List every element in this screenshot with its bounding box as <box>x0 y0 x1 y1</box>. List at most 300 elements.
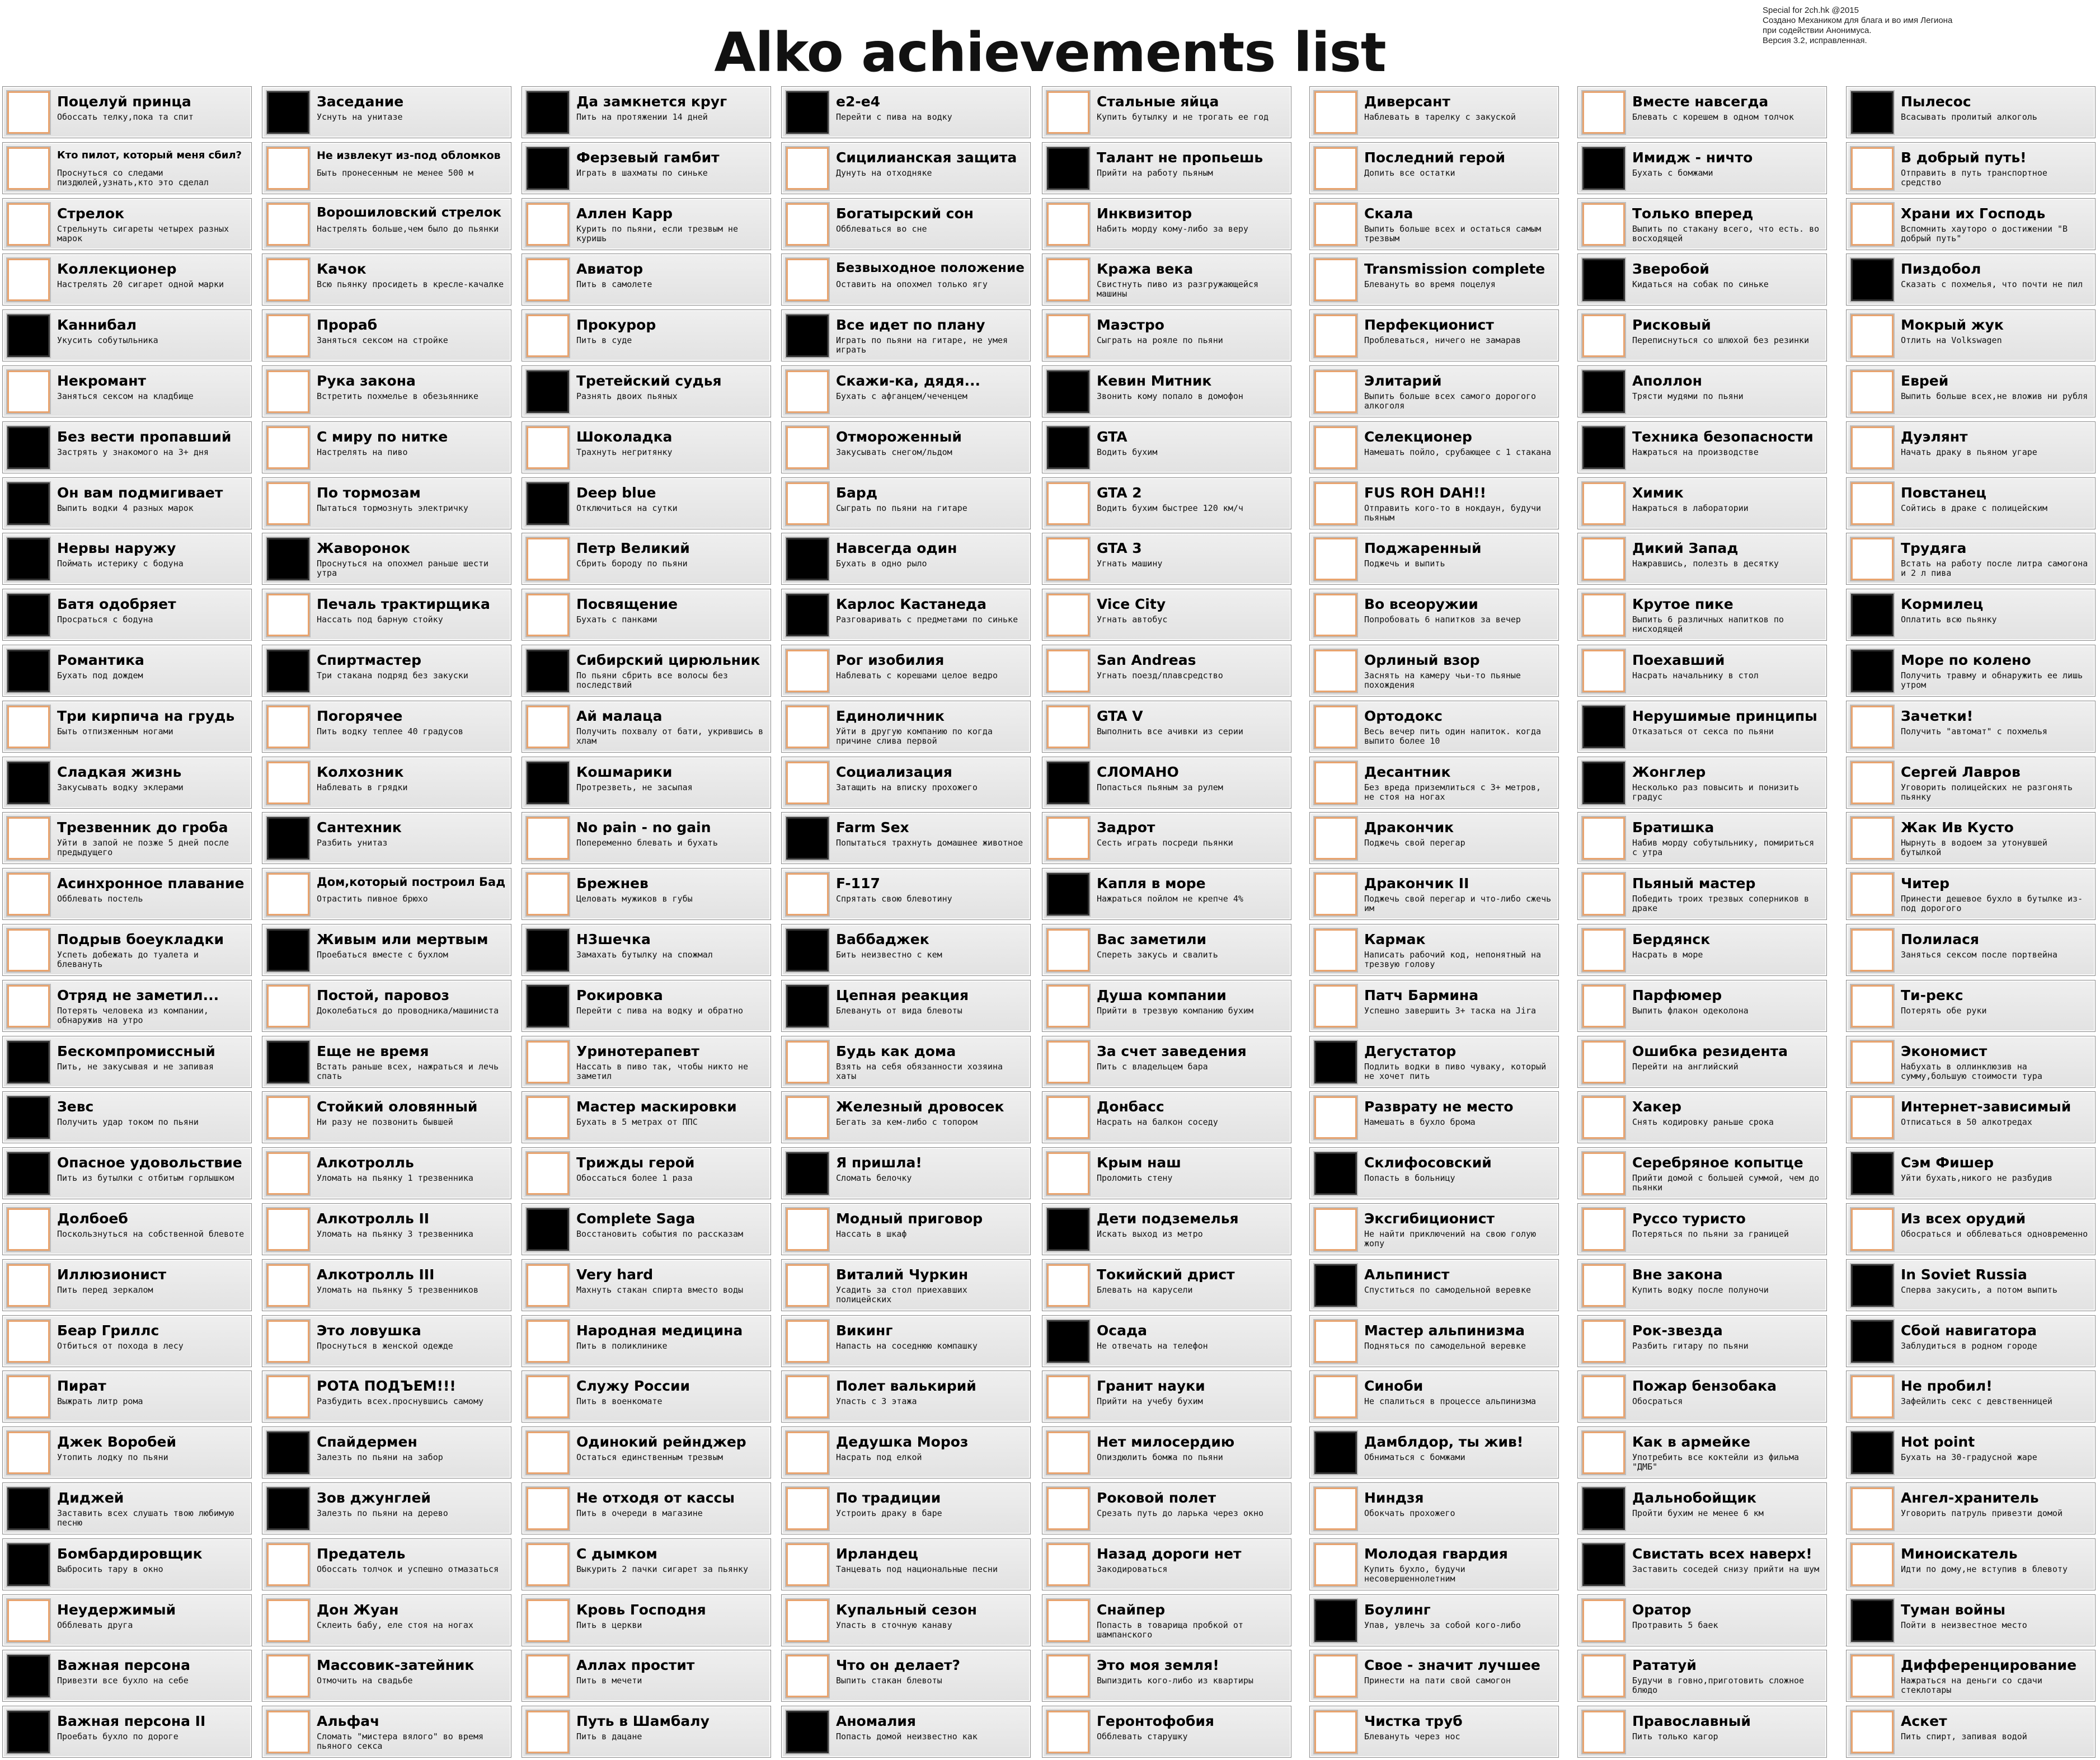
achievement-name: Дальнобойщик <box>1632 1490 1756 1506</box>
achievement-description: Бухать в одно рыло <box>836 558 927 569</box>
achievement-description: Оставить на опохмел только ягу <box>836 279 988 289</box>
achievement-card <box>262 757 511 809</box>
achievement-unlocked-icon <box>7 482 50 525</box>
achievement-name: Боулинг <box>1364 1602 1431 1618</box>
achievement-name: Постой, паровоз <box>317 987 450 1003</box>
achievement-card <box>1042 812 1291 864</box>
achievement-card <box>522 533 771 585</box>
achievement-description: Залезть по пьяни на дерево <box>317 1508 448 1518</box>
achievement-description: Закусывать снегом/льдом <box>836 447 952 457</box>
achievement-name: Заседание <box>317 93 404 110</box>
achievement-card <box>781 86 1031 138</box>
achievement-unlocked-icon <box>1047 370 1089 413</box>
achievement-locked-icon <box>1314 538 1357 580</box>
achievement-unlocked-icon <box>7 762 50 804</box>
achievement-card <box>781 477 1031 529</box>
achievement-locked-icon <box>527 706 569 748</box>
achievement-locked-icon <box>1047 1711 1089 1753</box>
achievement-card <box>1309 757 1559 809</box>
achievement-locked-icon <box>527 315 569 357</box>
achievement-locked-icon <box>527 1152 569 1195</box>
achievement-name: FUS ROH DAH!! <box>1364 485 1487 501</box>
achievement-name: Зов джунглей <box>317 1490 431 1506</box>
achievement-unlocked-icon <box>7 315 50 357</box>
achievement-locked-icon <box>7 1599 50 1642</box>
achievement-description: Выбросить тару в окно <box>57 1564 163 1574</box>
achievement-card <box>522 1315 771 1367</box>
achievement-description: Бегать за кем-либо с топором <box>836 1117 978 1127</box>
achievement-name: Стальные яйца <box>1097 93 1219 110</box>
achievement-name: Склифосовский <box>1364 1154 1492 1171</box>
achievement-name: Будь как дома <box>836 1043 956 1059</box>
achievement-description: Разговаривать с предметами по синьке <box>836 614 1018 625</box>
achievement-unlocked-icon <box>1851 91 1894 134</box>
achievement-card <box>1309 1594 1559 1646</box>
achievement-description: Нажраться пойлом не крепче 4% <box>1097 894 1243 904</box>
achievement-name: Ангел-хранитель <box>1901 1490 2039 1506</box>
achievement-description: Отбиться от похода в лесу <box>57 1341 184 1351</box>
achievement-locked-icon <box>1851 370 1894 413</box>
achievement-locked-icon <box>786 873 829 916</box>
achievement-description: Заставить всех слушать твою любимую песню <box>57 1508 234 1528</box>
achievement-unlocked-icon <box>7 650 50 692</box>
achievement-name: Рокировка <box>576 987 663 1003</box>
achievement-name: Прораб <box>317 317 378 333</box>
achievement-locked-icon <box>1047 594 1089 636</box>
achievement-description: Прийти домой с большей суммой, чем до пьянки <box>1632 1173 1820 1193</box>
achievement-card <box>1042 1315 1291 1367</box>
achievement-locked-icon <box>1314 594 1357 636</box>
achievement-card <box>522 1594 771 1646</box>
achievement-locked-icon <box>527 203 569 246</box>
achievement-name: Спиртмастер <box>317 652 421 668</box>
achievement-description: Заняться сексом на кладбище <box>57 391 194 401</box>
achievement-unlocked-icon <box>7 426 50 469</box>
achievement-name: e2-e4 <box>836 93 881 110</box>
achievement-card <box>262 309 511 362</box>
achievement-card <box>2 757 252 809</box>
achievement-name: Без вести пропавший <box>57 429 232 445</box>
achievement-description: Намешать пойло, срубающее с 1 стакана <box>1364 447 1552 457</box>
achievement-card <box>262 1036 511 1088</box>
achievement-card <box>1042 757 1291 809</box>
achievement-card <box>1577 1203 1827 1255</box>
achievement-card <box>1577 1371 1827 1423</box>
achievement-name: Вместе навсегда <box>1632 93 1769 110</box>
achievement-card <box>522 254 771 306</box>
achievement-name: Ай малаца <box>576 708 663 724</box>
achievement-locked-icon <box>1851 817 1894 860</box>
achievement-card <box>1309 1371 1559 1423</box>
achievement-card <box>262 86 511 138</box>
achievement-description: Напасть на соседнюю компашку <box>836 1341 978 1351</box>
achievement-description: Успеть добежать до туалета и блевануть <box>57 950 199 969</box>
achievement-description: Обоссать толчок и успешно отмазаться <box>317 1564 499 1574</box>
achievement-description: Выпить стакан блевоты <box>836 1675 942 1686</box>
achievement-description: Блевать на карусели <box>1097 1285 1193 1295</box>
achievement-card <box>1042 1482 1291 1534</box>
achievement-description: Попеременно блевать и бухать <box>576 838 718 848</box>
achievement-card <box>1042 142 1291 194</box>
achievement-card <box>1846 1426 2096 1479</box>
achievement-name: Нет милосердию <box>1097 1434 1235 1450</box>
achievement-locked-icon <box>786 1041 829 1083</box>
achievement-name: Важная персона <box>57 1657 190 1673</box>
achievement-unlocked-icon <box>1582 1543 1625 1586</box>
achievement-locked-icon <box>1047 1376 1089 1418</box>
achievement-unlocked-icon <box>267 538 309 580</box>
achievement-unlocked-icon <box>786 817 829 860</box>
achievement-name: Это ловушка <box>317 1322 421 1339</box>
achievement-name: Качок <box>317 261 367 277</box>
achievement-name: Нерушимые принципы <box>1632 708 1817 724</box>
achievement-description: Пить водку теплее 40 градусов <box>317 726 463 736</box>
achievement-locked-icon <box>1047 1152 1089 1195</box>
achievement-name: Ортодокс <box>1364 708 1443 724</box>
achievement-card <box>262 198 511 250</box>
achievement-locked-icon <box>1314 1096 1357 1139</box>
achievement-locked-icon <box>1582 1152 1625 1195</box>
achievement-name: Душа компании <box>1097 987 1227 1003</box>
achievement-card <box>2 477 252 529</box>
achievement-locked-icon <box>1314 873 1357 916</box>
achievement-description: Заставить соседей снизу прийти на шум <box>1632 1564 1820 1574</box>
achievement-card <box>2 1706 252 1758</box>
achievement-locked-icon <box>1314 762 1357 804</box>
achievement-name: Ти-рекс <box>1901 987 1963 1003</box>
achievement-description: Взять на себя обязанности хозяина хаты <box>836 1062 1003 1081</box>
achievement-name: Массовик-затейник <box>317 1657 475 1673</box>
achievement-description: Устроить драку в баре <box>836 1508 942 1518</box>
achievement-name: Трудяга <box>1901 540 1967 556</box>
achievement-card <box>2 309 252 362</box>
achievement-description: Сказать с похмелья, что почти не пил <box>1901 279 2083 289</box>
achievement-name: Последний герой <box>1364 149 1505 166</box>
achievement-name: Служу России <box>576 1378 690 1394</box>
credits-line: Создано Механиком для блага и во имя Легиона <box>1763 16 1953 25</box>
achievement-locked-icon <box>267 1320 309 1363</box>
achievement-description: Проебаться вместе с бухлом <box>317 950 448 960</box>
achievement-locked-icon <box>7 203 50 246</box>
achievement-locked-icon <box>1047 1599 1089 1642</box>
achievement-card <box>2 365 252 417</box>
achievement-card <box>1577 1538 1827 1590</box>
achievement-locked-icon <box>7 929 50 971</box>
achievement-card <box>262 1482 511 1534</box>
achievement-locked-icon <box>7 1264 50 1307</box>
achievement-description: Поджечь и выпить <box>1364 558 1445 569</box>
achievement-description: Проебать бухло по дороге <box>57 1731 178 1742</box>
achievement-card <box>1042 701 1291 753</box>
achievement-name: Пират <box>57 1378 106 1394</box>
achievement-card <box>1846 1147 2096 1199</box>
achievement-name: Сибирский цирюльник <box>576 652 760 668</box>
achievement-locked-icon <box>1851 706 1894 748</box>
achievement-card <box>781 1036 1031 1088</box>
achievement-card <box>1577 645 1827 697</box>
achievement-card <box>1846 365 2096 417</box>
achievement-card <box>1846 1091 2096 1143</box>
achievement-locked-icon <box>1047 929 1089 971</box>
achievement-card <box>1309 645 1559 697</box>
achievement-description: Пытаться тормознуть электричку <box>317 503 468 513</box>
achievement-card <box>2 589 252 641</box>
achievement-description: Опиздюлить бомжа по пьяни <box>1097 1452 1223 1462</box>
achievement-unlocked-icon <box>1047 762 1089 804</box>
achievement-description: Восстановить события по рассказам <box>576 1229 744 1239</box>
achievement-description: Дунуть на отходняке <box>836 168 932 178</box>
achievement-description: Укусить собутыльника <box>57 335 158 345</box>
achievement-card <box>1846 1482 2096 1534</box>
achievement-description: Отписаться в 50 алкотредах <box>1901 1117 2032 1127</box>
achievement-locked-icon <box>1314 259 1357 301</box>
achievement-card <box>2 198 252 250</box>
achievement-description: Сломать белочку <box>836 1173 912 1183</box>
achievement-card <box>781 1091 1031 1143</box>
achievement-name: Перфекционист <box>1364 317 1494 333</box>
achievement-card <box>1846 645 2096 697</box>
achievement-locked-icon <box>1582 203 1625 246</box>
achievement-description: Насрать в море <box>1632 950 1703 960</box>
achievement-description: Вспомнить хауторо о достижении "В добрый путь" <box>1901 224 2068 243</box>
achievement-card <box>1042 1594 1291 1646</box>
achievement-unlocked-icon <box>1582 1487 1625 1530</box>
achievement-locked-icon <box>1582 1655 1625 1697</box>
achievement-name: Сантехник <box>317 819 402 836</box>
achievement-card <box>781 309 1031 362</box>
achievement-name: Снайпер <box>1097 1602 1166 1618</box>
achievement-description: Разбить гитару по пьяни <box>1632 1341 1749 1351</box>
achievement-locked-icon <box>786 1208 829 1251</box>
achievement-card <box>262 1203 511 1255</box>
achievement-locked-icon <box>786 1655 829 1697</box>
credits-line: при содействии Анонимуса. <box>1763 26 1872 35</box>
achievement-card <box>522 1203 771 1255</box>
achievement-locked-icon <box>1851 1543 1894 1586</box>
achievement-name: Разврату не место <box>1364 1099 1514 1115</box>
achievement-name: Железный дровосек <box>836 1099 1004 1115</box>
achievement-locked-icon <box>267 1208 309 1251</box>
achievement-locked-icon <box>1047 1655 1089 1697</box>
achievement-card <box>262 1538 511 1590</box>
achievement-unlocked-icon <box>786 1152 829 1195</box>
achievement-card <box>2 1036 252 1088</box>
achievement-locked-icon <box>267 1264 309 1307</box>
achievement-description: Без вреда приземлиться с 3+ метров, не стоя на ногах <box>1364 782 1542 802</box>
achievement-name: Орлиный взор <box>1364 652 1480 668</box>
achievement-description: Пить в самолете <box>576 279 652 289</box>
achievement-locked-icon <box>7 1320 50 1363</box>
achievement-card <box>1846 254 2096 306</box>
achievement-locked-icon <box>1314 370 1357 413</box>
achievement-unlocked-icon <box>527 985 569 1027</box>
achievement-name: Альпинист <box>1364 1266 1450 1283</box>
achievement-locked-icon <box>267 259 309 301</box>
achievement-name: Из всех орудий <box>1901 1210 2026 1227</box>
achievement-locked-icon <box>786 370 829 413</box>
achievement-description: Выпиздить кого-либо из квартиры <box>1097 1675 1253 1686</box>
achievement-card <box>2 980 252 1032</box>
achievement-name: Стойкий оловянный <box>317 1099 478 1115</box>
achievement-description: Насрать под елкой <box>836 1452 922 1462</box>
achievement-unlocked-icon <box>1851 1320 1894 1363</box>
achievement-description: Всасывать пролитый алкоголь <box>1901 112 2037 122</box>
achievement-name: Туман войны <box>1901 1602 2006 1618</box>
achievement-card <box>1846 980 2096 1032</box>
achievement-card <box>262 1147 511 1199</box>
achievement-name: Да замкнется круг <box>576 93 727 110</box>
achievement-name: Мастер альпинизма <box>1364 1322 1525 1339</box>
achievement-name: Крым наш <box>1097 1154 1181 1171</box>
achievement-name: Кровь Господня <box>576 1602 706 1618</box>
achievement-card <box>1577 533 1827 585</box>
achievement-name: Море по колено <box>1901 652 2031 668</box>
achievement-card <box>2 1538 252 1590</box>
achievement-description: Пить спирт, запивая водой <box>1901 1731 2027 1742</box>
achievement-name: Transmission complete <box>1364 261 1545 277</box>
achievement-card <box>1846 924 2096 976</box>
achievement-description: Несколько раз повысить и понизить градус <box>1632 782 1800 802</box>
achievement-card <box>522 1482 771 1534</box>
achievement-unlocked-icon <box>1047 1320 1089 1363</box>
achievement-locked-icon <box>1851 482 1894 525</box>
achievement-unlocked-icon <box>267 1041 309 1083</box>
achievement-card <box>522 924 771 976</box>
achievement-locked-icon <box>1851 1711 1894 1753</box>
achievement-description: Махнуть стакан спирта вместо воды <box>576 1285 744 1295</box>
achievement-locked-icon <box>267 1376 309 1418</box>
achievement-name: Жак Ив Кусто <box>1901 819 2014 836</box>
achievement-card <box>262 924 511 976</box>
achievement-name: Зверобой <box>1632 261 1709 277</box>
achievement-description: Блевануть от вида блевоты <box>836 1006 962 1016</box>
achievement-card <box>2 1203 252 1255</box>
achievement-name: Единоличник <box>836 708 945 724</box>
achievement-description: Допить все остатки <box>1364 168 1455 178</box>
credits-block <box>1763 6 2087 46</box>
achievement-unlocked-icon <box>1851 594 1894 636</box>
achievement-locked-icon <box>527 1320 569 1363</box>
achievement-card <box>781 757 1031 809</box>
achievement-locked-icon <box>1314 650 1357 692</box>
achievement-name: Как в армейке <box>1632 1434 1751 1450</box>
achievement-description: Спереть закусь и свалить <box>1097 950 1218 960</box>
achievement-description: Потерять обе руки <box>1901 1006 1987 1016</box>
achievement-card <box>1846 812 2096 864</box>
achievement-locked-icon <box>1582 482 1625 525</box>
achievement-description: Усадить за стол приехавших полицейских <box>836 1285 967 1304</box>
achievement-locked-icon <box>527 1543 569 1586</box>
achievement-description: Блевануть во время поцелуя <box>1364 279 1496 289</box>
achievement-name: Дамблдор, ты жив! <box>1364 1434 1524 1450</box>
achievement-locked-icon <box>7 873 50 916</box>
achievement-description: Бухать с панками <box>576 614 657 625</box>
achievement-card <box>1846 142 2096 194</box>
achievement-unlocked-icon <box>1851 259 1894 301</box>
achievement-name: Я пришла! <box>836 1154 922 1171</box>
achievement-card <box>781 980 1031 1032</box>
achievement-description: Нассать под барную стойку <box>317 614 443 625</box>
achievement-name: Алкотролль III <box>317 1266 435 1283</box>
achievement-description: Доколебаться до проводника/машиниста <box>317 1006 499 1016</box>
achievement-card <box>1846 757 2096 809</box>
achievement-locked-icon <box>786 1320 829 1363</box>
achievement-description: Прийти в трезвую компанию бухим <box>1097 1006 1253 1016</box>
achievement-card <box>1846 701 2096 753</box>
achievement-card <box>522 198 771 250</box>
achievement-description: Оплатить всю пьянку <box>1901 614 1997 625</box>
achievement-card <box>262 868 511 920</box>
achievement-description: Пить, не закусывая и не запивая <box>57 1062 214 1072</box>
achievement-unlocked-icon <box>786 594 829 636</box>
achievement-description: Проснуться на опохмел раньше шести утра <box>317 558 489 578</box>
achievement-name: Ваббаджек <box>836 931 929 947</box>
achievement-description: Выпить водки 4 разных марок <box>57 503 194 513</box>
achievement-card <box>1042 1091 1291 1143</box>
achievement-card <box>781 1538 1031 1590</box>
achievement-name: No pain - no gain <box>576 819 711 836</box>
achievement-description: Сойтись в драке с полицейским <box>1901 503 2047 513</box>
achievement-description: Пить перед зеркалом <box>57 1285 153 1295</box>
achievement-card <box>2 812 252 864</box>
achievement-name: Зачетки! <box>1901 708 1974 724</box>
achievement-description: Искать выход из метро <box>1097 1229 1203 1239</box>
achievement-card <box>1042 1259 1291 1311</box>
achievement-description: Пойти в неизвестное место <box>1901 1620 2027 1630</box>
achievement-name: Авиатор <box>576 261 643 277</box>
achievement-card <box>1309 812 1559 864</box>
achievement-locked-icon <box>1314 985 1357 1027</box>
achievement-description: Пить в поликлинике <box>576 1341 668 1351</box>
achievement-card <box>781 198 1031 250</box>
achievement-unlocked-icon <box>7 538 50 580</box>
achievement-name: Серебряное копытце <box>1632 1154 1803 1171</box>
achievement-unlocked-icon <box>7 1655 50 1697</box>
achievement-card <box>262 142 511 194</box>
achievement-card <box>262 1259 511 1311</box>
achievement-name: Навсегда один <box>836 540 957 556</box>
achievement-locked-icon <box>1851 1655 1894 1697</box>
achievement-name: Чистка труб <box>1364 1713 1463 1729</box>
achievement-description: Пройти бухим не менее 6 км <box>1632 1508 1764 1518</box>
achievement-description: Успешно завершить 3+ таска на Jira <box>1364 1006 1537 1016</box>
achievement-description: Встретить похмелье в обезьяннике <box>317 391 478 401</box>
achievement-locked-icon <box>1582 985 1625 1027</box>
achievement-description: Переписнуться со шлюхой без резинки <box>1632 335 1810 345</box>
achievement-unlocked-icon <box>7 1711 50 1753</box>
achievement-name: Посвящение <box>576 596 678 612</box>
achievement-locked-icon <box>1582 91 1625 134</box>
achievement-name: Дедушка Мороз <box>836 1434 969 1450</box>
achievement-name: Погорячее <box>317 708 403 724</box>
achievement-description: Выпить 6 различных напитков по нисходящей <box>1632 614 1784 634</box>
achievement-name: Аномалия <box>836 1713 916 1729</box>
achievement-name: Вас заметили <box>1097 931 1207 947</box>
achievement-card <box>1846 1538 2096 1590</box>
achievement-name: Ниндзя <box>1364 1490 1424 1506</box>
achievement-name: Православный <box>1632 1713 1751 1729</box>
achievement-card <box>1042 924 1291 976</box>
achievement-description: Наблевать в грядки <box>317 782 408 792</box>
achievement-name: Vice City <box>1097 596 1166 612</box>
achievement-unlocked-icon <box>1582 370 1625 413</box>
achievement-card <box>2 1482 252 1534</box>
achievement-locked-icon <box>1851 1041 1894 1083</box>
achievement-card <box>1577 589 1827 641</box>
achievement-card <box>781 142 1031 194</box>
achievement-locked-icon <box>1582 1599 1625 1642</box>
achievement-description: Перейти на английский <box>1632 1062 1739 1072</box>
